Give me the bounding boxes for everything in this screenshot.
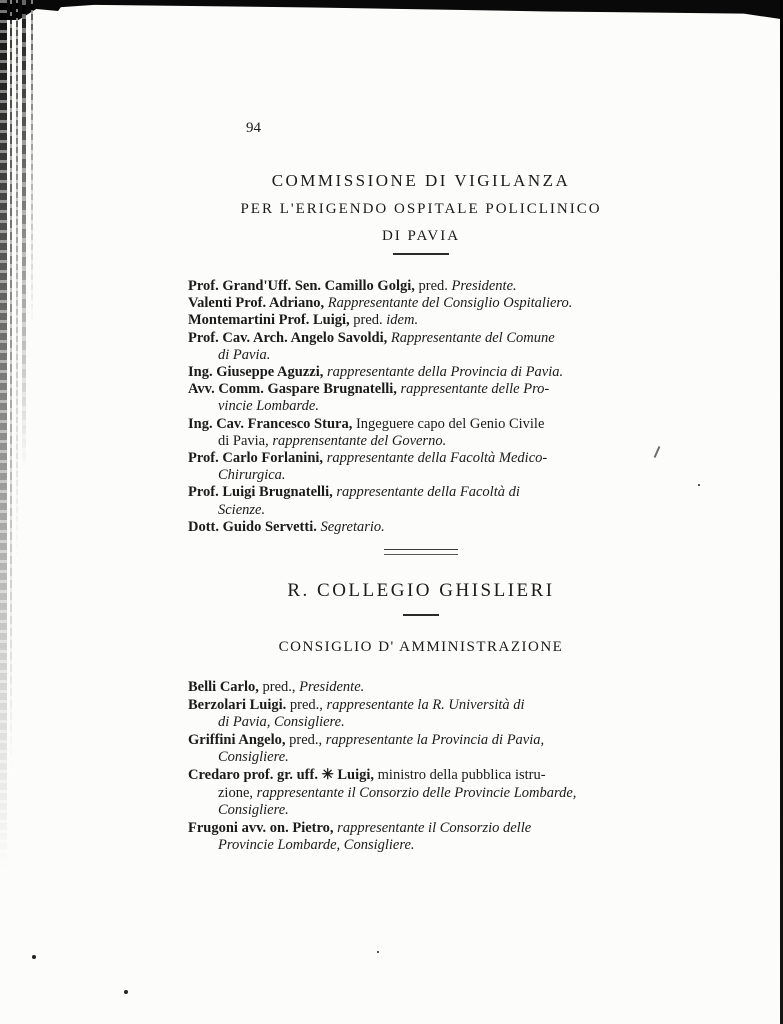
section-subtitle-consiglio: CONSIGLIO D' AMMINISTRAZIONE bbox=[278, 639, 564, 655]
section-separator-double-rule bbox=[384, 549, 458, 555]
scan-pen-mark bbox=[654, 446, 661, 458]
member-name: Prof. Luigi Brugnatelli, bbox=[188, 484, 333, 501]
title-rule bbox=[393, 253, 449, 255]
member-role: rappresentante il Consorzio delle bbox=[333, 819, 532, 836]
member-note: pred. bbox=[414, 278, 452, 294]
member-name: Frugoni avv. on. Pietro, bbox=[188, 819, 334, 836]
member-role: rappresentante della Provincia di Pavia. bbox=[323, 364, 564, 381]
commission-member-list bbox=[188, 278, 654, 536]
member-note: ministro della pubblica istru- bbox=[374, 766, 546, 783]
scan-edge-top-band bbox=[0, 0, 783, 22]
section-title-collegio-ghislieri: R. COLLEGIO GHISLIERI bbox=[287, 580, 555, 601]
binding-streak bbox=[10, 0, 12, 770]
binding-streak bbox=[31, 0, 33, 330]
member-role: Consigliere. bbox=[218, 749, 289, 766]
member-role: idem. bbox=[386, 312, 419, 329]
scan-speck bbox=[698, 484, 700, 486]
member-role: Rappresentante del Comune bbox=[387, 329, 555, 346]
member-note: di Pavia, bbox=[218, 432, 273, 449]
list-entry bbox=[188, 767, 654, 820]
list-entry bbox=[188, 416, 654, 450]
member-role: Presidente. bbox=[451, 278, 517, 294]
binding-streak bbox=[0, 0, 7, 870]
section-title-di-pavia: DI PAVIA bbox=[381, 228, 461, 244]
member-role: Chirurgica. bbox=[218, 467, 286, 484]
page-number: 94 bbox=[246, 120, 261, 136]
member-name: Valenti Prof. Adriano, bbox=[188, 295, 325, 312]
list-entry bbox=[188, 364, 654, 381]
member-role: Presidente. bbox=[299, 679, 365, 695]
member-role: rappresentante delle Pro- bbox=[396, 381, 550, 398]
member-role: rappresentante la R. Università di bbox=[326, 696, 525, 713]
member-role: rappresentante la Provincia di Pavia, bbox=[325, 731, 545, 748]
member-role: Scienze. bbox=[218, 501, 266, 518]
member-note: pred., bbox=[258, 679, 300, 695]
member-role: vincie Lombarde. bbox=[218, 398, 319, 415]
title-rule bbox=[403, 614, 439, 616]
member-role: Consigliere. bbox=[218, 802, 289, 819]
member-name: Prof. Carlo Forlanini, bbox=[188, 450, 324, 467]
member-role: Segretario. bbox=[316, 518, 385, 535]
member-role: Rappresentante del Consiglio Ospitaliero. bbox=[324, 295, 573, 312]
list-entry bbox=[188, 820, 654, 855]
member-name: Prof. Cav. Arch. Angelo Savoldi, bbox=[188, 329, 388, 346]
member-name: Prof. Grand'Uff. Sen. Camillo Golgi, bbox=[188, 278, 415, 294]
member-note: pred., bbox=[286, 696, 327, 713]
member-note: pred., bbox=[285, 731, 326, 748]
member-name: Ing. Giuseppe Aguzzi, bbox=[188, 364, 324, 381]
scan-speck bbox=[377, 951, 379, 953]
list-entry bbox=[188, 519, 654, 536]
member-role: rapprensentante del Governo. bbox=[272, 432, 447, 449]
list-entry bbox=[188, 697, 654, 732]
list-entry bbox=[188, 732, 654, 767]
list-entry bbox=[188, 450, 654, 484]
member-role: rappresentante della Facoltà di bbox=[332, 484, 520, 501]
member-note: zione, bbox=[218, 784, 257, 801]
member-role: rappresentante il Consorzio delle Provincie Lombarde, bbox=[256, 784, 577, 801]
list-entry bbox=[188, 278, 654, 295]
list-entry bbox=[188, 381, 654, 415]
member-name: Griffini Angelo, bbox=[188, 731, 286, 748]
member-name: Credaro prof. gr. uff. ✳ Luigi, bbox=[188, 766, 375, 783]
member-name: Avv. Comm. Gaspare Brugnatelli, bbox=[188, 381, 397, 398]
member-name: Belli Carlo, bbox=[188, 679, 259, 695]
member-role: Provincie Lombarde, Consigliere. bbox=[218, 837, 415, 854]
member-role: di Pavia, Consigliere. bbox=[218, 714, 345, 731]
section-title-ospitale: PER L'ERIGENDO OSPITALE POLICLINICO bbox=[240, 201, 602, 217]
binding-streak bbox=[22, 0, 26, 470]
list-entry bbox=[188, 330, 654, 364]
binding-streak bbox=[16, 0, 18, 560]
member-name: Montemartini Prof. Luigi, bbox=[188, 312, 350, 329]
member-role: rappresentante della Facoltà Medico- bbox=[323, 450, 548, 467]
section-title-commissione: COMMISSIONE DI VIGILANZA bbox=[271, 171, 571, 190]
member-note: Ingeguere capo del Genio Civile bbox=[352, 415, 545, 432]
list-entry bbox=[188, 312, 654, 329]
member-note: pred. bbox=[349, 312, 387, 329]
scan-speck bbox=[124, 990, 128, 994]
member-name: Ing. Cav. Francesco Stura, bbox=[188, 415, 353, 432]
council-member-list bbox=[188, 679, 654, 855]
member-role: di Pavia. bbox=[218, 346, 271, 363]
member-name: Dott. Guido Servetti. bbox=[188, 518, 317, 535]
member-name: Berzolari Luigi. bbox=[188, 696, 287, 713]
scan-speck bbox=[32, 955, 36, 959]
list-entry bbox=[188, 295, 654, 312]
list-entry bbox=[188, 484, 654, 518]
list-entry bbox=[188, 679, 654, 697]
